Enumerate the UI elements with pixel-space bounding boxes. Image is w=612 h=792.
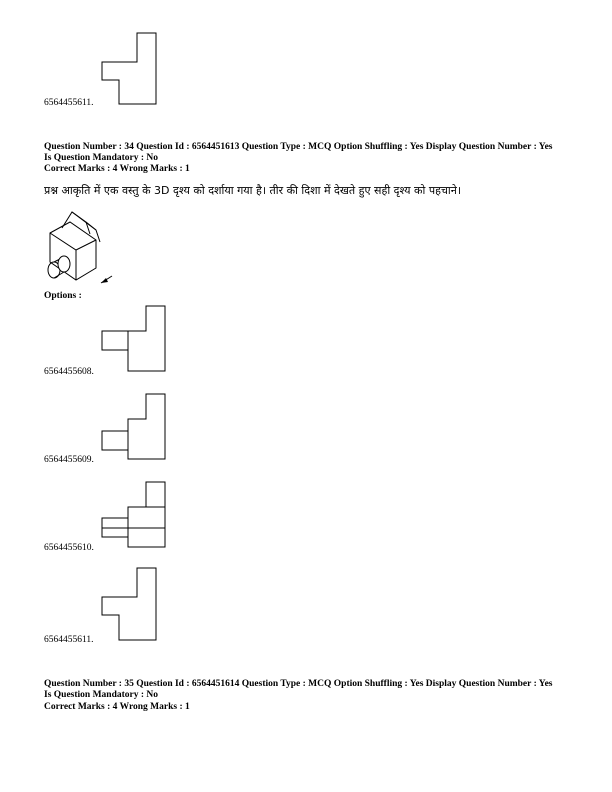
options-label: Options :	[44, 291, 82, 301]
option-id-3[interactable]: 6564455610.	[44, 543, 94, 553]
q35-header-line2: Is Question Mandatory : No	[44, 690, 159, 700]
q34-question-text: प्रश्न आकृति में एक वस्तु के 3D दृश्य को दर्शाया गया है। तीर की दिशा में देखते हुए सही दृश्य को पहचाने।	[44, 184, 462, 197]
q35-header-line1: Question Number : 35 Question Id : 6564451614 Question Type : MCQ Option Shuffling : Yes Display Question Number : Yes	[44, 679, 553, 689]
q34-header-line1: Question Number : 34 Question Id : 6564451613 Question Type : MCQ Option Shuffling : Yes Display Question Number : Yes	[44, 142, 553, 152]
option-id-top[interactable]: 6564455611.	[44, 98, 94, 108]
option-id-2[interactable]: 6564455609.	[44, 455, 94, 465]
option-id-1[interactable]: 6564455608.	[44, 367, 94, 377]
q34-header-line3: Correct Marks : 4 Wrong Marks : 1	[44, 164, 190, 174]
q34-header-line2: Is Question Mandatory : No	[44, 153, 159, 163]
q35-header-line3: Correct Marks : 4 Wrong Marks : 1	[44, 702, 190, 712]
option-id-4[interactable]: 6564455611.	[44, 635, 94, 645]
